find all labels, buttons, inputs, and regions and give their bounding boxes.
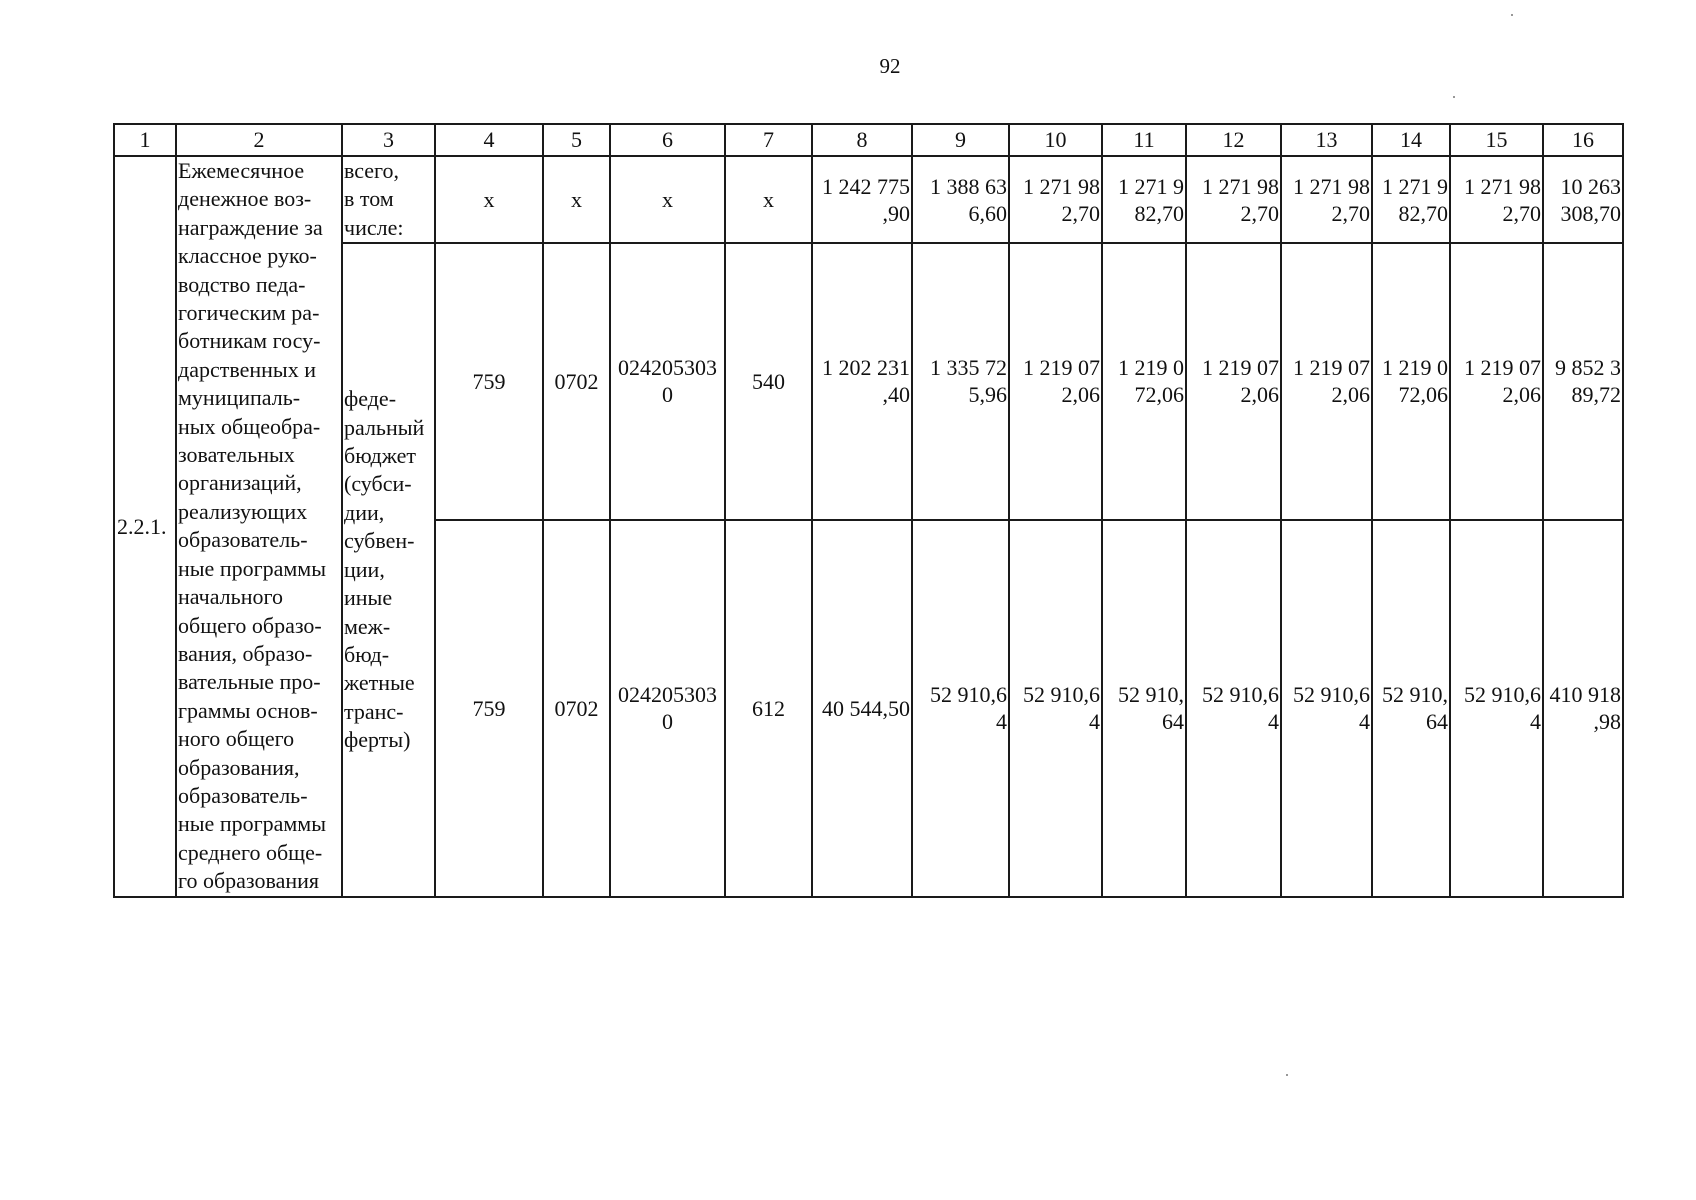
column-header: 8	[812, 124, 912, 156]
column-header: 9	[912, 124, 1009, 156]
column-header: 1	[114, 124, 176, 156]
column-header: 5	[543, 124, 610, 156]
text-line: 2,06	[1240, 382, 1279, 408]
text-line: 52 910,6	[1202, 682, 1279, 708]
text-line: образователь-	[178, 527, 308, 553]
column-header: 4	[435, 124, 543, 156]
text-line: ральный	[344, 414, 425, 440]
column-header: 14	[1372, 124, 1450, 156]
text-line: 1 219 07	[1023, 355, 1100, 381]
column-header: 10	[1009, 124, 1102, 156]
cell-col4: x	[435, 156, 543, 243]
scan-speck	[1511, 14, 1513, 16]
text-line: меж-	[344, 613, 391, 639]
funding-source-text	[344, 385, 434, 754]
total-row	[114, 156, 1623, 243]
amount-cell	[1186, 520, 1281, 897]
text-line: 0	[662, 382, 673, 408]
text-line: 1 271 9	[1118, 173, 1184, 199]
text-line: вания, образо-	[178, 640, 313, 666]
measure-description	[176, 156, 342, 897]
cell-col6	[610, 520, 725, 897]
column-header: 2	[176, 124, 342, 156]
amount-cell	[1102, 243, 1186, 519]
page-number: 92	[879, 54, 901, 78]
amount-cell	[1281, 156, 1372, 243]
text-line: 024205303	[618, 682, 717, 708]
text-line: 4	[996, 709, 1007, 735]
cell-col7: x	[725, 156, 812, 243]
text-line: 1 202 231	[822, 355, 910, 381]
text-line: 308,70	[1560, 200, 1621, 226]
amount-cell	[1372, 520, 1450, 897]
funding-source-federal	[342, 243, 435, 896]
amount-cell	[1186, 243, 1281, 519]
column-header: 15	[1450, 124, 1543, 156]
amount-cell	[1372, 156, 1450, 243]
header-row	[114, 124, 1623, 156]
column-header: 13	[1281, 124, 1372, 156]
text-line: 1 219 0	[1118, 355, 1184, 381]
text-line: 72,06	[1398, 382, 1448, 408]
text-line: зовательных	[178, 442, 295, 468]
amount-cell	[1543, 243, 1623, 519]
amount-cell	[912, 520, 1009, 897]
text-line: 4	[1268, 709, 1279, 735]
cell-col6: x	[610, 156, 725, 243]
text-line: начального	[178, 584, 283, 610]
budget-table	[113, 123, 1624, 898]
text-line: 82,70	[1134, 200, 1184, 226]
text-line: ,40	[882, 382, 910, 408]
text-line: феде-	[344, 386, 397, 412]
text-line: 5,96	[968, 382, 1007, 408]
cell-col4: 759	[435, 243, 543, 519]
amount-cell	[812, 156, 912, 243]
text-line: (субси-	[344, 471, 412, 497]
text-line: 1 242 775	[822, 173, 910, 199]
text-line: 52 910,	[1382, 682, 1448, 708]
text-line: иные	[344, 585, 393, 611]
amount-cell	[1009, 243, 1102, 519]
text-line: общего образо-	[178, 612, 322, 638]
text-line: награждение за	[178, 214, 323, 240]
text-line: реализующих	[178, 498, 308, 524]
text-line: ции,	[344, 556, 385, 582]
text-line: 6,60	[968, 200, 1007, 226]
text-line: Ежемесячное	[178, 158, 305, 183]
text-line: 10 263	[1560, 173, 1621, 199]
text-line: в том	[344, 186, 394, 212]
text-line: ных общеобра-	[178, 413, 321, 439]
text-line: 89,72	[1571, 382, 1621, 408]
text-line: классное руко-	[178, 243, 317, 269]
amount-cell	[812, 243, 912, 519]
text-line: среднего обще-	[178, 839, 323, 865]
cell-col7: 540	[725, 243, 812, 519]
text-line: 2,70	[1061, 200, 1100, 226]
amount-cell	[1009, 156, 1102, 243]
text-line: 1 271 98	[1464, 173, 1541, 199]
amount-cell	[1450, 520, 1543, 897]
text-line: 82,70	[1398, 200, 1448, 226]
text-line: 1 219 07	[1293, 355, 1370, 381]
cell-col4: 759	[435, 520, 543, 897]
amount-cell	[1543, 156, 1623, 243]
amount-cell	[1450, 156, 1543, 243]
column-header: 16	[1543, 124, 1623, 156]
text-line: 4	[1359, 709, 1370, 735]
text-line: 2,06	[1061, 382, 1100, 408]
cell-col6	[610, 243, 725, 519]
text-line: 64	[1162, 709, 1184, 735]
text-line: 2,70	[1502, 200, 1541, 226]
text-line: числе:	[344, 214, 404, 240]
text-line: 2,70	[1240, 200, 1279, 226]
text-line: всего,	[344, 158, 400, 183]
text-line: 4	[1089, 709, 1100, 735]
text-line: 1 388 63	[930, 173, 1007, 199]
text-line: образователь-	[178, 782, 308, 808]
column-header: 12	[1186, 124, 1281, 156]
text-line: 1 219 07	[1464, 355, 1541, 381]
text-line: 1 271 9	[1382, 173, 1448, 199]
text-line: 4	[1530, 709, 1541, 735]
amount-cell	[1543, 520, 1623, 897]
text-line: 2,06	[1331, 382, 1370, 408]
text-line: ного общего	[178, 726, 295, 752]
text-line: дии,	[344, 499, 385, 525]
amount-cell	[1450, 243, 1543, 519]
text-line: субвен-	[344, 528, 415, 554]
cell-col5: x	[543, 156, 610, 243]
column-header: 3	[342, 124, 435, 156]
text-line: ферты)	[344, 727, 411, 753]
amount-cell	[1281, 520, 1372, 897]
text-line: бюджет	[344, 443, 416, 469]
amount-cell	[1372, 243, 1450, 519]
text-line: ные программы	[178, 811, 327, 837]
text-line: 52 910,6	[1023, 682, 1100, 708]
column-header: 6	[610, 124, 725, 156]
text-line: денежное воз-	[178, 186, 312, 212]
text-line: 52 910,6	[930, 682, 1007, 708]
funding-source-text	[344, 157, 434, 242]
amount-cell	[1102, 156, 1186, 243]
text-line: 52 910,	[1118, 682, 1184, 708]
text-line: 2,06	[1502, 382, 1541, 408]
text-line: 52 910,6	[1464, 682, 1541, 708]
text-line: 9 852 3	[1555, 355, 1621, 381]
text-line: ,90	[882, 200, 910, 226]
description-text	[178, 157, 341, 896]
section-number: 2.2.1.	[114, 156, 176, 897]
text-line: 40 544,50	[822, 695, 910, 721]
amount-cell	[1186, 156, 1281, 243]
text-line: ботникам госу-	[178, 328, 321, 354]
cell-col5: 0702	[543, 520, 610, 897]
scan-speck	[1453, 96, 1455, 98]
text-line: 1 271 98	[1023, 173, 1100, 199]
text-line: 410 918	[1549, 682, 1621, 708]
text-line: ,98	[1593, 709, 1621, 735]
amount-cell	[1281, 243, 1372, 519]
text-line: 64	[1426, 709, 1448, 735]
funding-source-total	[342, 156, 435, 243]
amount-cell	[812, 520, 912, 897]
text-line: граммы основ-	[178, 697, 318, 723]
text-line: жетные	[344, 670, 415, 696]
text-line: муниципаль-	[178, 385, 301, 411]
text-line: го образования	[178, 868, 320, 894]
amount-cell	[912, 243, 1009, 519]
scan-speck	[1286, 1074, 1288, 1076]
text-line: 1 219 07	[1202, 355, 1279, 381]
text-line: 0	[662, 709, 673, 735]
text-line: ные программы	[178, 555, 327, 581]
text-line: 1 271 98	[1202, 173, 1279, 199]
text-line: 1 335 72	[930, 355, 1007, 381]
text-line: организаций,	[178, 470, 302, 496]
text-line: бюд-	[344, 641, 390, 667]
text-line: транс-	[344, 698, 404, 724]
amount-cell	[912, 156, 1009, 243]
text-line: дарственных и	[178, 356, 316, 382]
text-line: водство педа-	[178, 271, 306, 297]
cell-col7: 612	[725, 520, 812, 897]
amount-cell	[1009, 520, 1102, 897]
column-header: 11	[1102, 124, 1186, 156]
text-line: 1 271 98	[1293, 173, 1370, 199]
column-header: 7	[725, 124, 812, 156]
text-line: образования,	[178, 754, 300, 780]
amount-cell	[1102, 520, 1186, 897]
text-line: 1 219 0	[1382, 355, 1448, 381]
text-line: 72,06	[1134, 382, 1184, 408]
text-line: гогическим ра-	[178, 300, 320, 326]
text-line: 52 910,6	[1293, 682, 1370, 708]
text-line: вательные про-	[178, 669, 321, 695]
text-line: 024205303	[618, 355, 717, 381]
text-line: 2,70	[1331, 200, 1370, 226]
cell-col5: 0702	[543, 243, 610, 519]
